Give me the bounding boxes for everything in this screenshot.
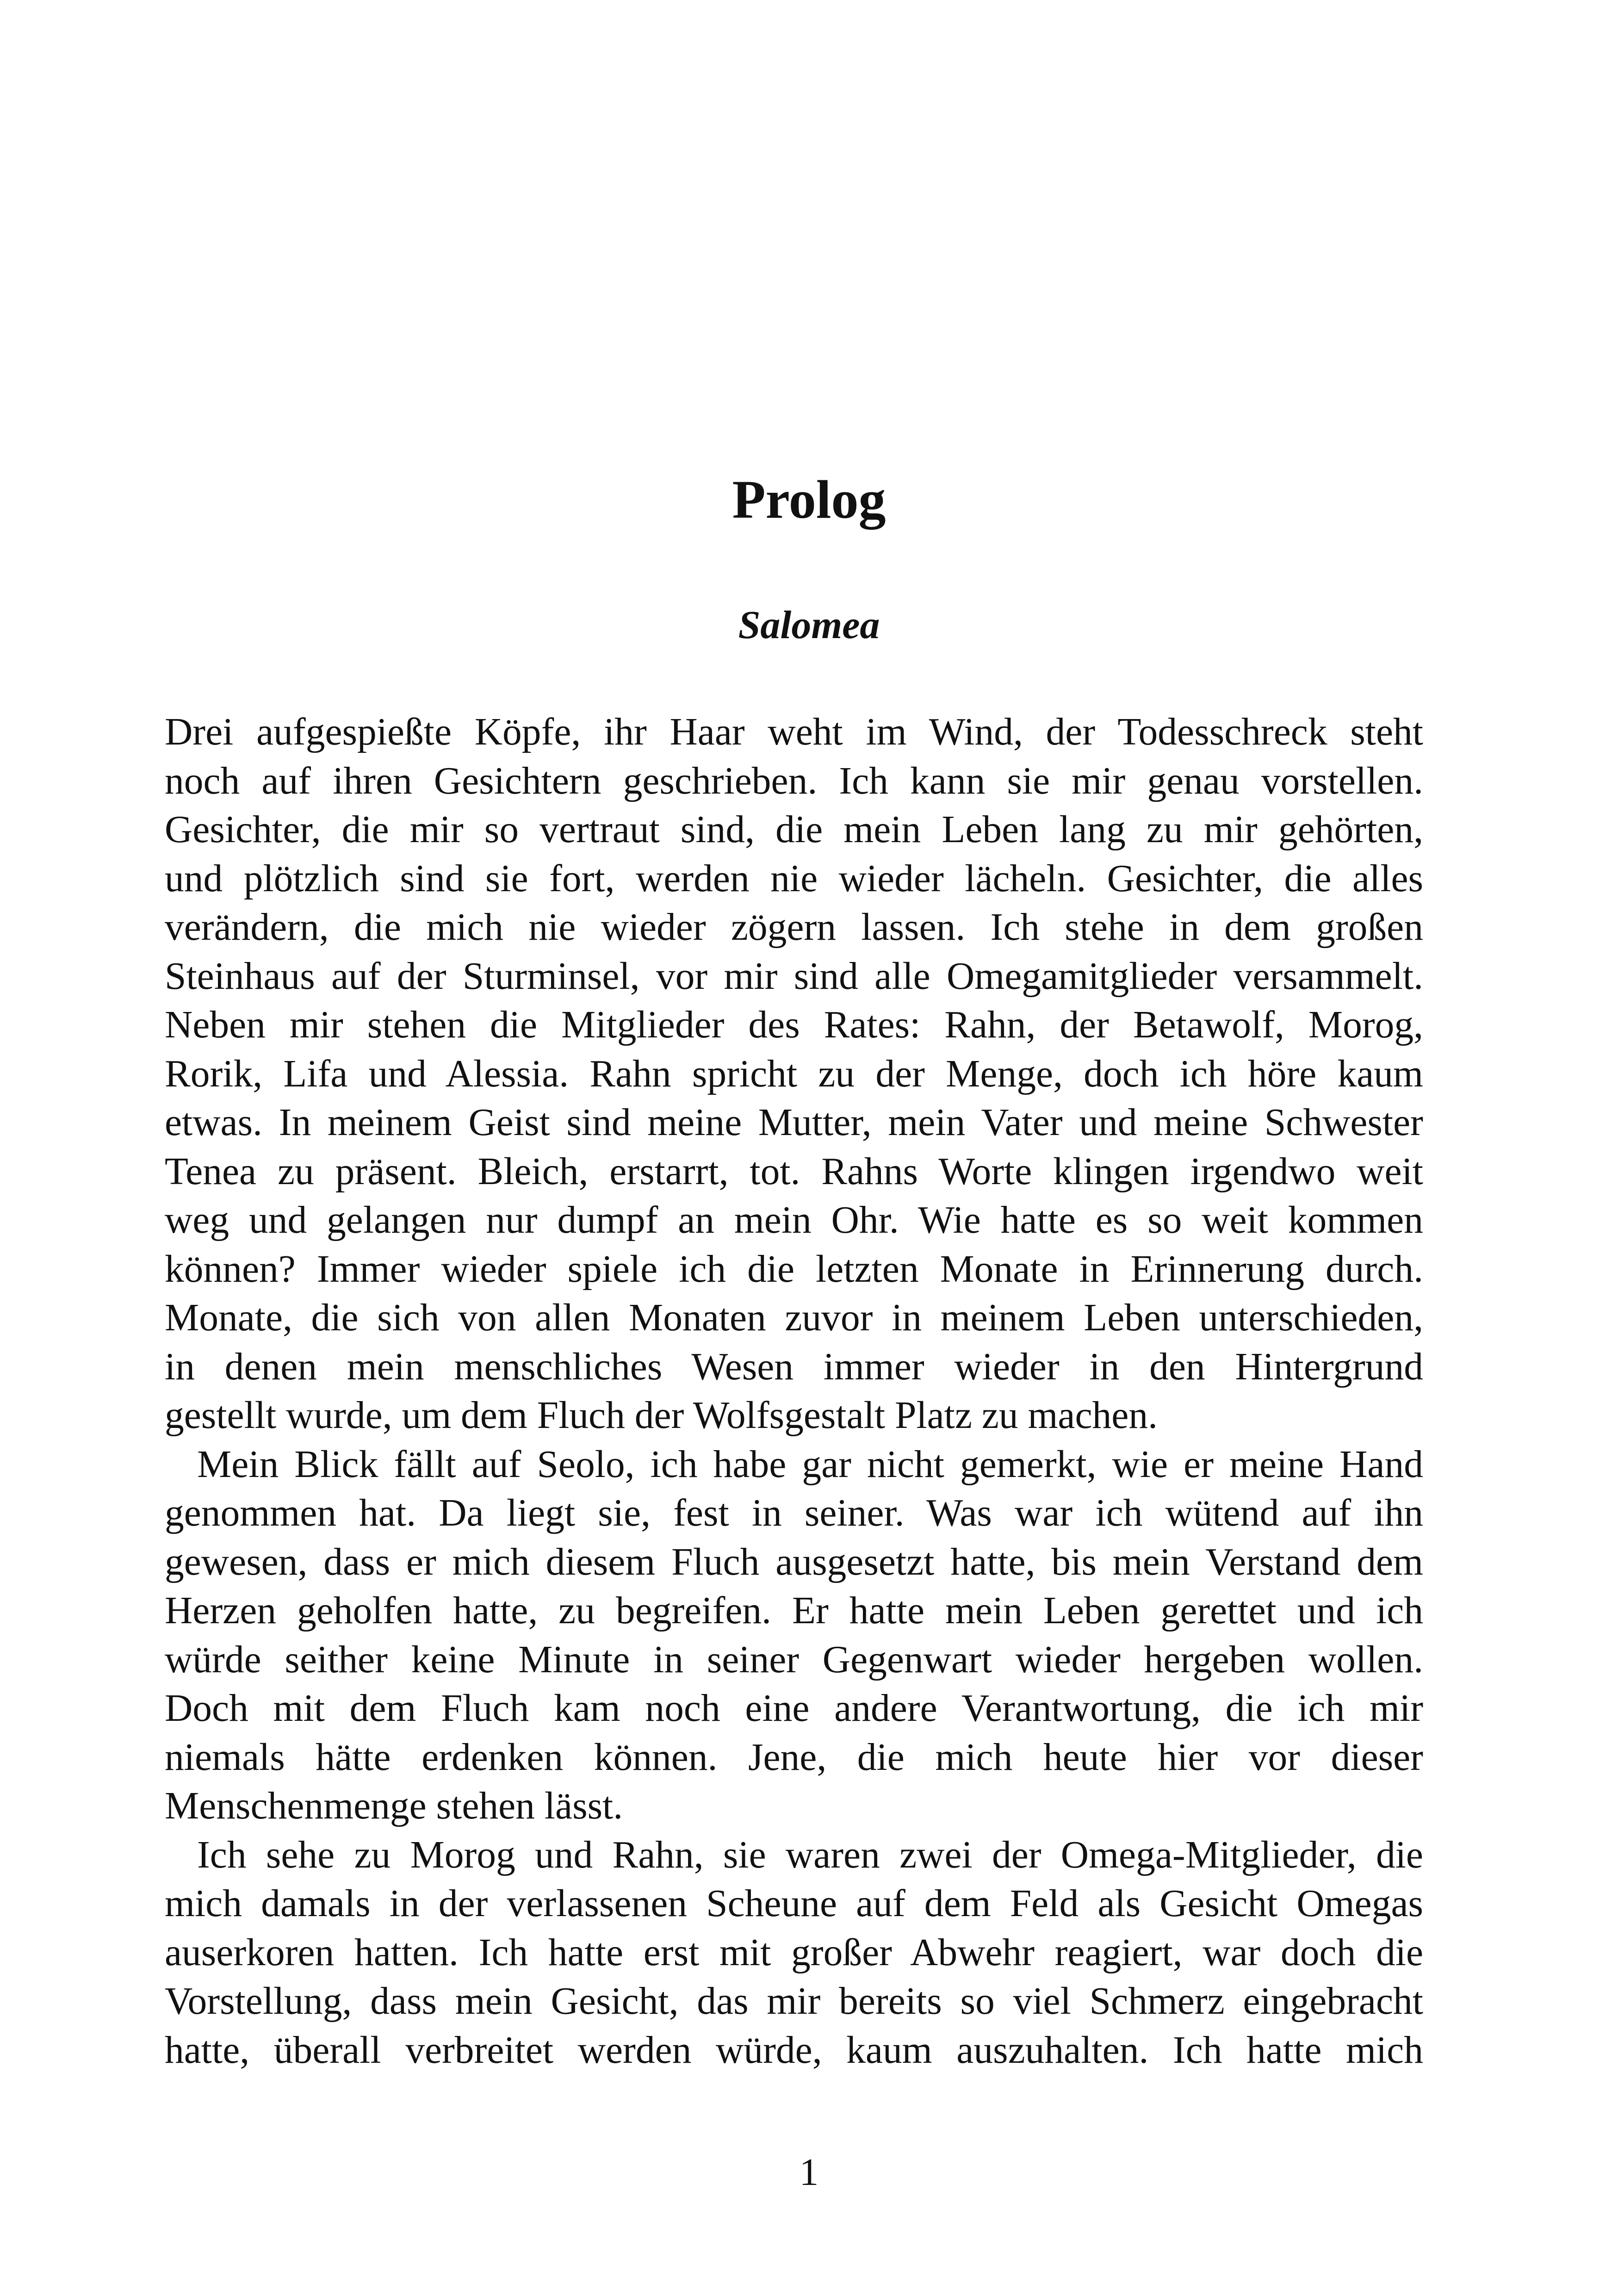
text-line: Ich sehe zu Morog und Rahn, sie waren zwei der Omega-Mitglieder, die <box>197 1833 1423 1876</box>
text-line: gestellt wurde, um dem Fluch der Wolfsgestalt Platz zu machen. <box>165 1394 1158 1437</box>
text-line: Neben mir stehen die Mitglieder des Rates: Rahn, der Betawolf, Morog, <box>165 1004 1423 1046</box>
text-line: Rorik, Lifa und Alessia. Rahn spricht zu der Menge, doch ich höre kaum <box>165 1052 1423 1095</box>
text-line: Mein Blick fällt auf Seolo, ich habe gar nicht gemerkt, wie er meine Hand <box>197 1443 1423 1486</box>
page-number: 1 <box>799 2151 819 2194</box>
text-line: Menschenmenge stehen lässt. <box>165 1785 623 1827</box>
text-line: Drei aufgespießte Köpfe, ihr Haar weht im Wind, der Todesschreck steht <box>165 711 1423 753</box>
chapter-title: Prolog <box>732 469 886 530</box>
body-text <box>165 708 1423 2075</box>
text-line: Herzen geholfen hatte, zu begreifen. Er hatte mein Leben gerettet und ich <box>165 1589 1423 1632</box>
text-line: würde seither keine Minute in seiner Gegenwart wieder hergeben wollen. <box>165 1638 1423 1681</box>
text-line: mich damals in der verlassenen Scheune auf dem Feld als Gesicht Omegas <box>165 1882 1423 1925</box>
paragraph <box>165 708 1423 1440</box>
paragraph <box>165 1440 1423 1831</box>
text-line: verändern, die mich nie wieder zögern lassen. Ich stehe in dem großen <box>165 906 1423 949</box>
text-line: in denen mein menschliches Wesen immer wieder in den Hintergrund <box>165 1345 1423 1388</box>
text-line: und plötzlich sind sie fort, werden nie wieder lächeln. Gesichter, die alles <box>165 857 1423 900</box>
text-line: auserkoren hatten. Ich hatte erst mit großer Abwehr reagiert, war doch die <box>165 1931 1423 1974</box>
text-line: Monate, die sich von allen Monaten zuvor in meinem Leben unterschieden, <box>165 1297 1423 1339</box>
text-line: Gesichter, die mir so vertraut sind, die mein Leben lang zu mir gehörten, <box>165 808 1423 851</box>
text-line: etwas. In meinem Geist sind meine Mutter, mein Vater und meine Schwester <box>165 1101 1423 1144</box>
text-line: Steinhaus auf der Sturminsel, vor mir sind alle Omegamitglieder versammelt. <box>165 955 1423 998</box>
text-line: Vorstellung, dass mein Gesicht, das mir bereits so viel Schmerz eingebracht <box>165 1980 1423 2023</box>
text-line: hatte, überall verbreitet werden würde, kaum auszuhalten. Ich hatte mich <box>165 2029 1423 2072</box>
text-line: gewesen, dass er mich diesem Fluch ausgesetzt hatte, bis mein Verstand dem <box>165 1540 1423 1583</box>
text-line: Tenea zu präsent. Bleich, erstarrt, tot. Rahns Worte klingen irgendwo weit <box>165 1150 1423 1193</box>
text-line: können? Immer wieder spiele ich die letzten Monate in Erinnerung durch. <box>165 1247 1423 1291</box>
text-line: Doch mit dem Fluch kam noch eine andere Verantwortung, die ich mir <box>165 1687 1423 1730</box>
text-line: weg und gelangen nur dumpf an mein Ohr. Wie hatte es so weit kommen <box>165 1199 1423 1241</box>
chapter-subtitle: Salomea <box>738 602 880 647</box>
text-line: niemals hätte erdenken können. Jene, die mich heute hier vor dieser <box>165 1736 1423 1779</box>
text-line: noch auf ihren Gesichtern geschrieben. Ich kann sie mir genau vorstellen. <box>165 759 1423 802</box>
text-line: genommen hat. Da liegt sie, fest in seiner. Was war ich wütend auf ihn <box>165 1492 1423 1534</box>
paragraph <box>165 1831 1423 2075</box>
